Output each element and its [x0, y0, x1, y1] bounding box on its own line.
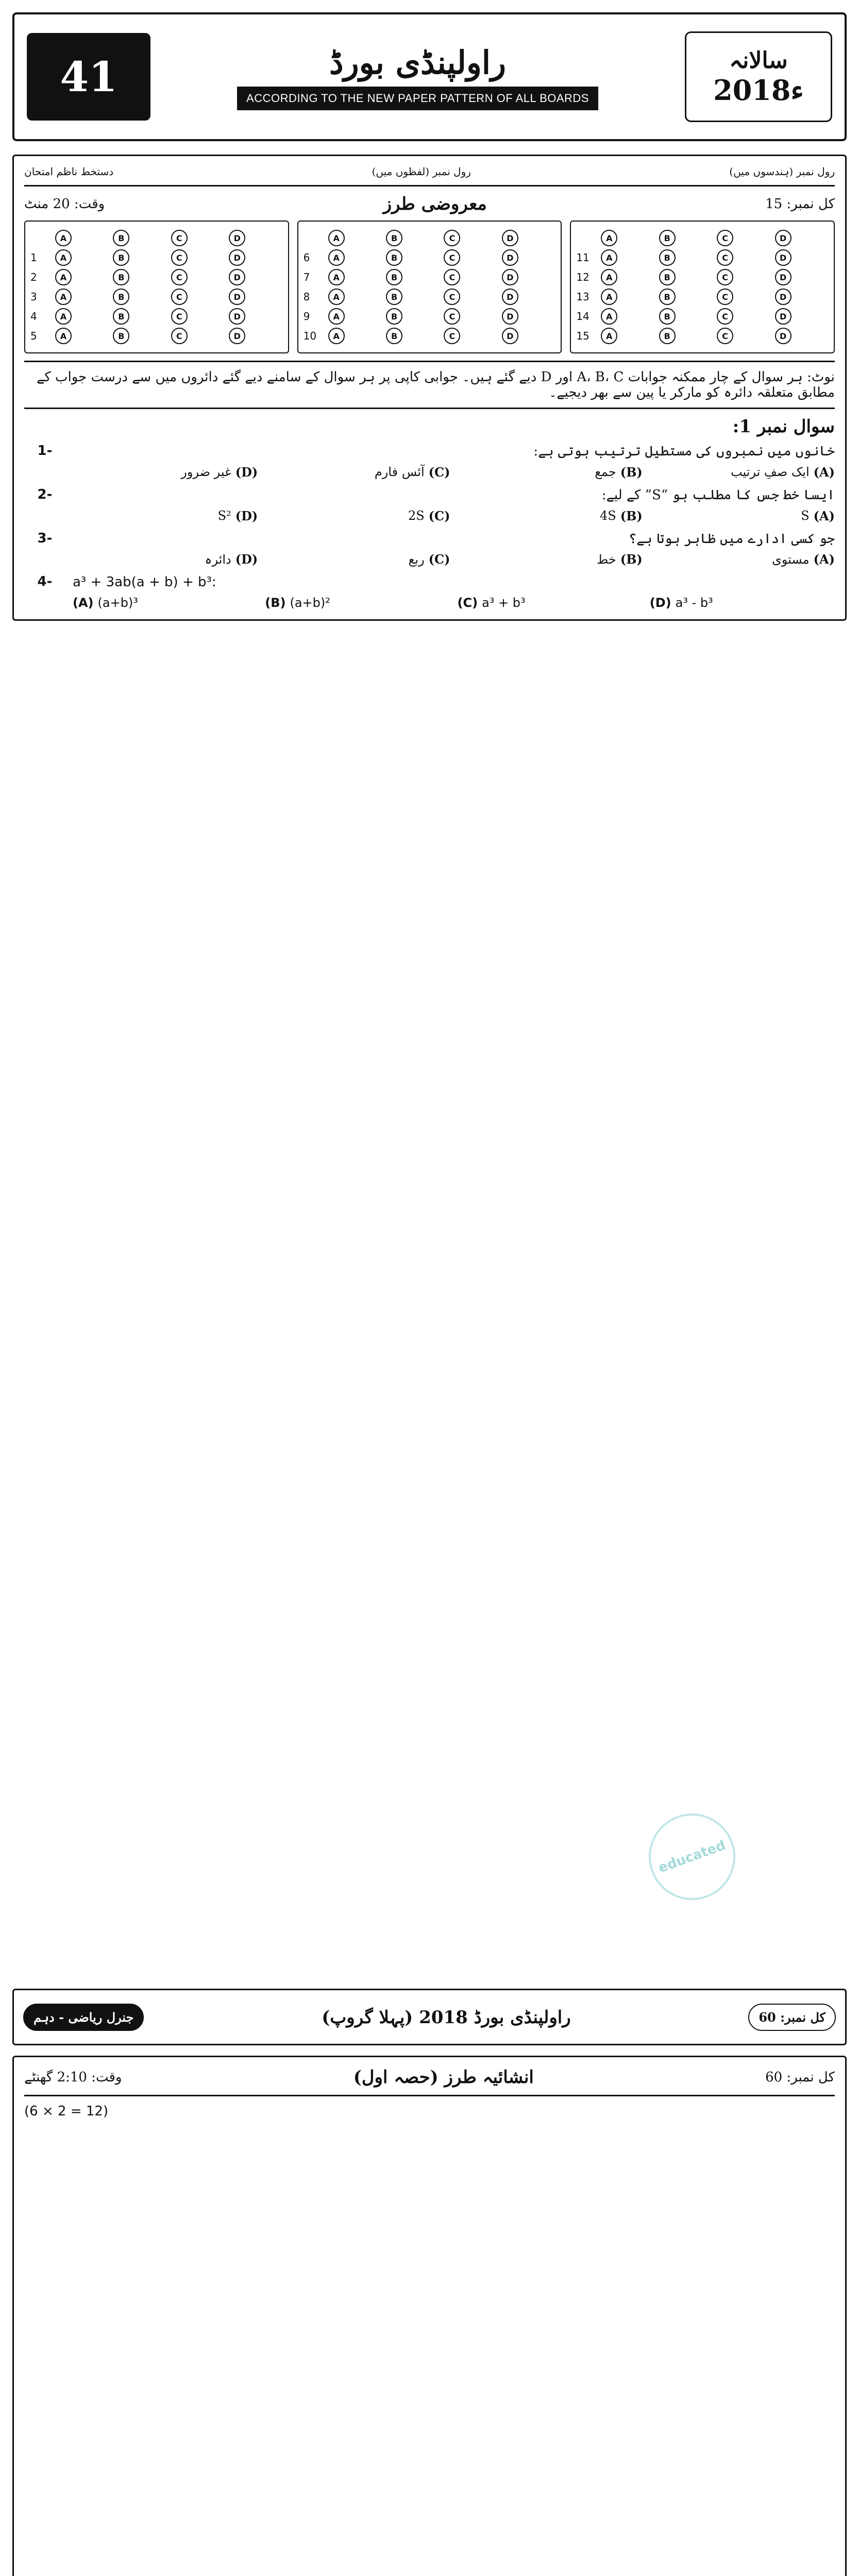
marks-label: (6 × 2 = 12): [24, 2104, 109, 2119]
mcq-header-row: A B C D: [304, 230, 556, 246]
choice-a-bubble: A: [55, 230, 72, 246]
mcq-row-2: 2 A B C D: [30, 269, 283, 285]
mcq-header-row: A B C D: [576, 230, 829, 246]
objective-meta-row: [24, 194, 835, 214]
question-number: 2-: [37, 486, 53, 502]
subjective-meta-row: [24, 2066, 835, 2088]
year-box: [685, 31, 832, 122]
options-row: (A) مستوی (B) خط (C) ربع (D) دائرہ: [205, 552, 835, 567]
header-title-block: [163, 44, 672, 110]
mcq-row-3: 3 A B C D: [30, 289, 283, 305]
question-number: 3-: [37, 530, 53, 546]
objective-note: نوٹ: ہر سوال کے چار ممکنہ جوابات A، B، C اور D دیے گئے ہیں۔ جوابی کاپی پر ہر سوال کے سامنے دیے گئے دائروں میں سے درست جواب کے مطابق متعلقہ دائرہ کو مارکر یا پین سے بھر دیجیے۔: [37, 369, 835, 400]
subjective-total: کل نمبر: 60: [765, 2069, 835, 2085]
objective-time: وقت: 20 منٹ: [24, 196, 105, 212]
mcq-block: A B C D 11 A B C D 12 A B C D 13 A B C D 14 A B C D 15 A B C D: [570, 221, 835, 353]
paper-number: 41: [60, 53, 117, 101]
header-band: [12, 12, 847, 141]
invigilator-sign-label: دستخط ناظم امتحان: [24, 165, 114, 178]
question-item: [24, 574, 835, 610]
option: (B) جمع: [595, 464, 643, 480]
watermark-text: educated: [656, 1837, 728, 1876]
options-row: [73, 465, 835, 480]
mcq-grid: [24, 221, 835, 353]
objective-heading: معروضی طرز: [383, 194, 487, 214]
mcq-row-1: 1 A B C D: [30, 249, 283, 266]
question-item: [24, 487, 835, 523]
objective-question-list: [24, 443, 835, 610]
subject-pill: جنرل ریاضی - دہم: [23, 2004, 144, 2031]
divider: [24, 408, 835, 409]
option: (C) آئس فارم: [374, 464, 450, 480]
options-row: (A) (a+b)³ (B) (a+b)² (C) a³ + b³ (D) a³ - b³: [73, 596, 713, 611]
paper-number-badge: [27, 33, 150, 121]
mcq-block: A B C D 6 A B C D 7 A B C D 8 A B C D 9 A B C D 10 A B C D: [297, 221, 562, 353]
subjective-total-pill: کل نمبر: 60: [748, 2004, 836, 2031]
watermark-logo: [636, 1801, 747, 1912]
subjective-heading: انشائیہ طرز (حصہ اول): [353, 2067, 534, 2088]
subjective-time: وقت: 2:10 گھنٹے: [24, 2069, 122, 2085]
header-title: راولپنڈی بورڈ: [329, 43, 506, 81]
mcq-header-row: [30, 230, 283, 246]
middle-title: راولپنڈی بورڈ 2018 (پہلا گروپ): [322, 2007, 571, 2028]
year-value: 2018ء: [713, 73, 804, 107]
roll-number-words-label: رول نمبر (لفظوں میں): [372, 165, 471, 178]
mcq-row-4: 4 A B C D: [30, 308, 283, 325]
subjective-section: [12, 2056, 847, 2576]
question-item: [24, 531, 835, 567]
year-label: سالانہ: [729, 47, 788, 74]
divider: [24, 2095, 835, 2096]
divider: [24, 361, 835, 362]
mcq-row-5: 5 A B C D: [30, 328, 283, 344]
objective-question-label: سوال نمبر 1:: [732, 416, 835, 437]
objective-total: کل نمبر: 15: [765, 196, 835, 212]
mcq-block: [24, 221, 289, 353]
marks-row: [24, 2104, 835, 2119]
question-text: جو کسی ادارے میں ظاہر ہوتا ہے؟: [629, 531, 835, 547]
question-text: a³ + 3ab(a + b) + b³:: [73, 574, 216, 590]
options-row: (A) S (B) 4S (C) 2S (D) S²: [217, 508, 835, 523]
choice-d-bubble: D: [229, 230, 245, 246]
divider: [24, 185, 835, 187]
middle-band: [12, 1989, 847, 2045]
choice-c-bubble: C: [171, 230, 188, 246]
option: (D) غیر ضرور: [181, 464, 258, 480]
roll-meta-row: [24, 165, 835, 178]
question-text: ایسا خط جس کا مطلب ہو “S” کے لیے:: [601, 487, 835, 503]
question-text: خانوں میں نمبروں کی مستطیل ترتیب ہوتی ہے:: [533, 444, 835, 459]
question-number: 4-: [37, 574, 53, 590]
objective-section: [12, 155, 847, 621]
question-number: 1-: [37, 443, 53, 459]
choice-b-bubble: B: [113, 230, 129, 246]
subjective-block: [24, 2119, 835, 2576]
option: (A) ایک صفِ ترتیب: [730, 464, 835, 480]
header-subtitle: ACCORDING TO THE NEW PAPER PATTERN OF ALL BOARDS: [237, 87, 598, 110]
roll-number-digits-label: رول نمبر (ہندسوں میں): [729, 165, 835, 178]
question-item: [24, 443, 835, 480]
